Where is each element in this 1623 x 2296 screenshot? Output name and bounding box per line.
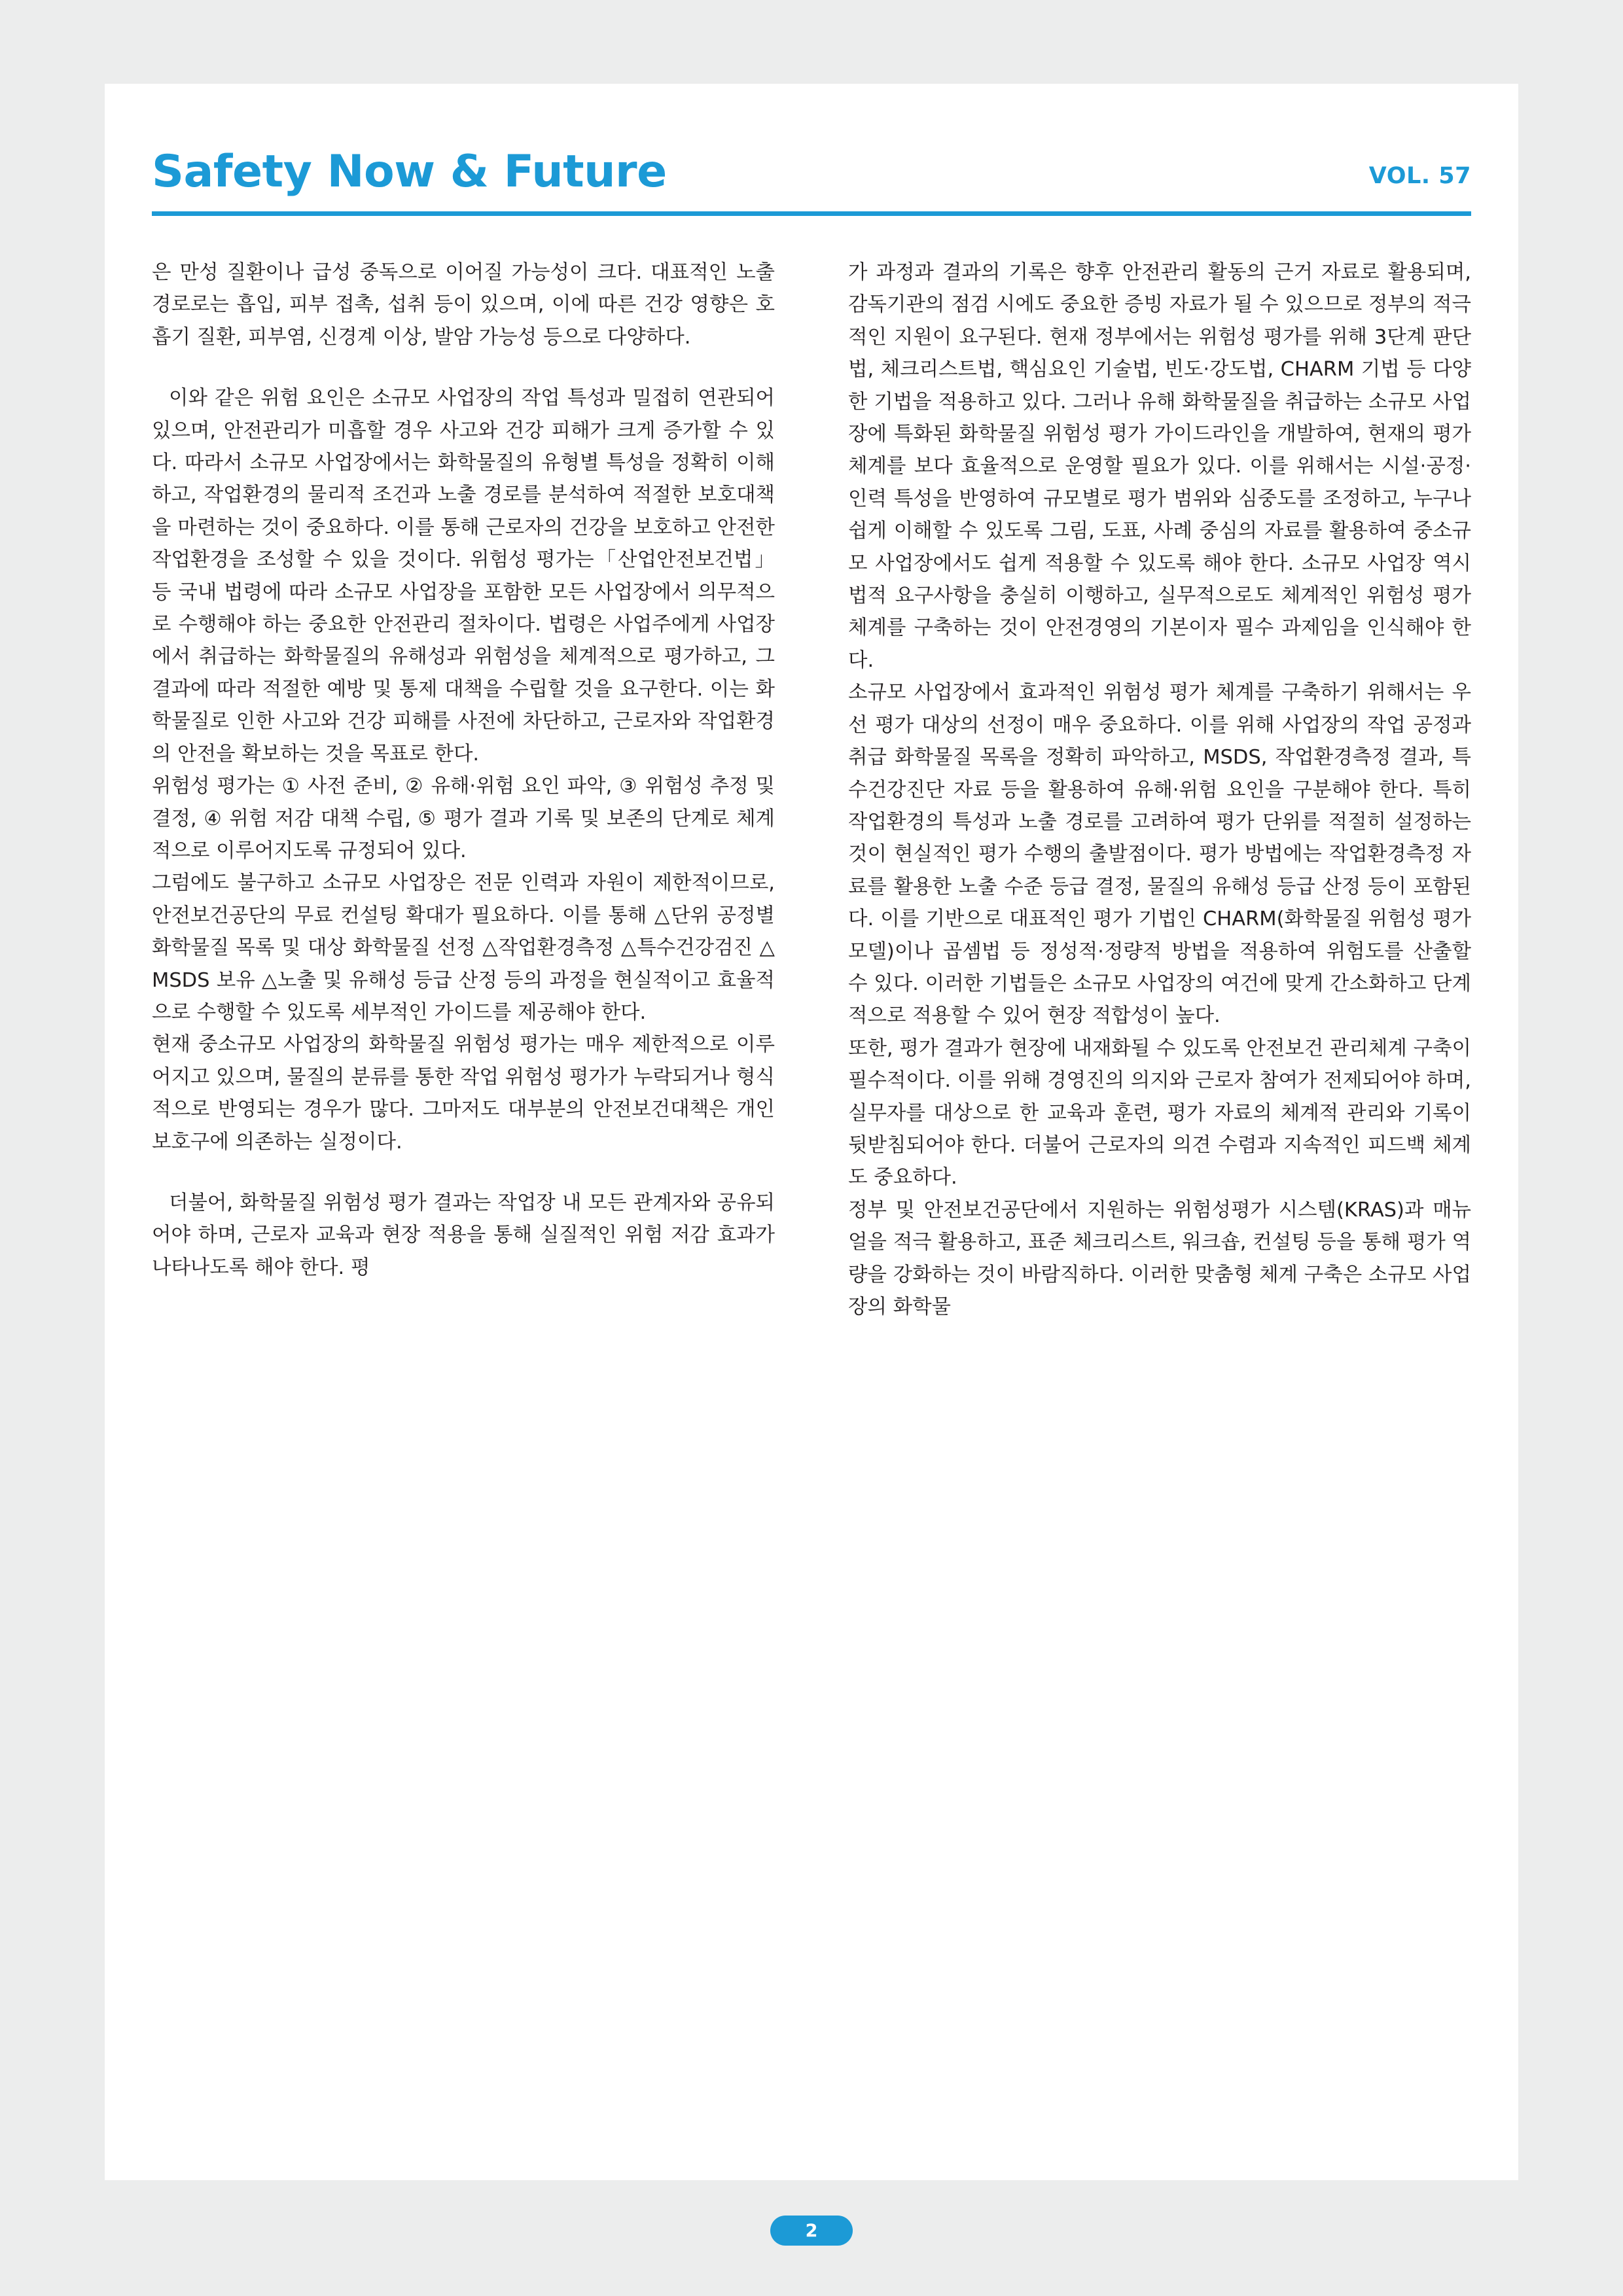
paragraph: 이와 같은 위험 요인은 소규모 사업장의 작업 특성과 밀접히 연관되어 있으며, 안전관리가 미흡할 경우 사고와 건강 피해가 크게 증가할 수 있다. 따라서 소규모 사업장에서는 화학물질의 유형별 특성을 정확히 이해하고, 작업환경의 물리적 조건과 노출 경로를 분석하여 적절한 보호대책을 마련하는 것이 중요하다. 이를 통해 근로자의 건강을 보호하고 안전한 작업환경을 조성할 수 있을 것이다. 위험성 평가는「산업안전보건법」등 국내 법령에 따라 소규모 사업장을 포함한 모든 사업장에서 의무적으로 수행해야 하는 중요한 안전관리 절차이다. 법령은 사업주에게 사업장에서 취급하는 화학물질의 유해성과 위험성을 체계적으로 평가하고, 그 결과에 따라 적절한 예방 및 통제 대책을 수립할 것을 요구한다. 이는 화학물질로 인한 사고와 건강 피해를 사전에 차단하고, 근로자와 작업환경의 안전을 확보하는 것을 목표로 한다.: [152, 387, 775, 766]
paragraph: 가 과정과 결과의 기록은 향후 안전관리 활동의 근거 자료로 활용되며, 감독기관의 점검 시에도 중요한 증빙 자료가 될 수 있으므로 정부의 적극적인 지원이 요구된다. 현재 정부에서는 위험성 평가를 위해 3단계 판단법, 체크리스트법, 핵심요인 기술법, 빈도·강도법, CHARM 기법 등 다양한 기법을 적용하고 있다. 그러나 유해 화학물질을 취급하는 소규모 사업장에 특화된 화학물질 위험성 평가 가이드라인을 개발하여, 현재의 평가 체계를 보다 효율적으로 운영할 필요가 있다. 이를 위해서는 시설·공정·인력 특성을 반영하여 규모별로 평가 범위와 심중도를 조정하고, 누구나 쉽게 이해할 수 있도록 그림, 도표, 사례 중심의 자료를 활용하여 중소규모 사업장에서도 쉽게 적용할 수 있도록 해야 한다. 소규모 사업장 역시 법적 요구사항을 충실히 이행하고, 실무적으로도 체계적인 위험성 평가 체계를 구축하는 것이 안전경영의 기본이자 필수 과제임을 인식해야 한다.: [848, 261, 1471, 672]
paragraph: 그럼에도 불구하고 소규모 사업장은 전문 인력과 자원이 제한적이므로, 안전보건공단의 무료 컨설팅 확대가 필요하다. 이를 통해 △단위 공정별 화학물질 목록 및 대상 화학물질 선정 △작업환경측정 △특수건강검진 △MSDS 보유 △노출 및 유해성 등급 산정 등의 과정을 현실적이고 효율적으로 수행할 수 있도록 세부적인 가이드를 제공해야 한다.: [152, 872, 775, 1024]
publication-title: Safety Now & Future: [152, 146, 667, 198]
paragraph: 소규모 사업장에서 효과적인 위험성 평가 체계를 구축하기 위해서는 우선 평가 대상의 선정이 매우 중요하다. 이를 위해 사업장의 작업 공정과 취급 화학물질 목록을 정확히 파악하고, MSDS, 작업환경측정 결과, 특수건강진단 자료 등을 활용하여 유해·위험 요인을 구분해야 한다. 특히 작업환경의 특성과 노출 경로를 고려하여 평가 단위를 적절히 설정하는 것이 현실적인 평가 수행의 출발점이다. 평가 방법에는 작업환경측정 자료를 활용한 노출 수준 등급 결정, 물질의 유해성 등급 산정 등이 포함된다. 이를 기반으로 대표적인 평가 기법인 CHARM(화학물질 위험성 평가 모델)이나 곱셈법 등 정성적·정량적 방법을 적용하여 위험도를 산출할 수 있다. 이러한 기법들은 소규모 사업장의 여건에 맞게 간소화하고 단계적으로 적용할 수 있어 현장 적합성이 높다.: [848, 681, 1471, 1028]
body-columns: [152, 256, 1471, 1323]
paragraph: 현재 중소규모 사업장의 화학물질 위험성 평가는 매우 제한적으로 이루어지고 있으며, 물질의 분류를 통한 작업 위험성 평가가 누락되거나 형식적으로 반영되는 경우가 많다. 그마저도 대부분의 안전보건대책은 개인보호구에 의존하는 실정이다.: [152, 1033, 775, 1154]
left-column: [152, 256, 775, 1323]
paragraph: 더불어, 화학물질 위험성 평가 결과는 작업장 내 모든 관계자와 공유되어야 하며, 근로자 교육과 현장 적용을 통해 실질적인 위험 저감 효과가 나타나도록 해야 한다. 평: [152, 1191, 775, 1279]
paragraph: 정부 및 안전보건공단에서 지원하는 위험성평가 시스템(KRAS)과 매뉴얼을 적극 활용하고, 표준 체크리스트, 워크숍, 컨설팅 등을 통해 평가 역량을 강화하는 것이 바람직하다. 이러한 맞춤형 체계 구축은 소규모 사업장의 화학물: [848, 1198, 1471, 1318]
paragraph: 또한, 평가 결과가 현장에 내재화될 수 있도록 안전보건 관리체계 구축이 필수적이다. 이를 위해 경영진의 의지와 근로자 참여가 전제되어야 하며, 실무자를 대상으로 한 교육과 훈련, 평가 자료의 체계적 관리와 기록이 뒷받침되어야 한다. 더불어 근로자의 의견 수렴과 지속적인 피드백 체계도 중요하다.: [848, 1036, 1471, 1190]
page-number-badge: 2: [770, 2216, 853, 2246]
right-column: [848, 256, 1471, 1323]
volume-label: VOL. 57: [1368, 163, 1471, 189]
paragraph: 은 만성 질환이나 급성 중독으로 이어질 가능성이 크다. 대표적인 노출 경로로는 흡입, 피부 접촉, 섭취 등이 있으며, 이에 따른 건강 영향은 호흡기 질환, 피부염, 신경계 이상, 발암 가능성 등으로 다양하다.: [152, 261, 775, 349]
page-header: [152, 111, 1471, 216]
paragraph: 위험성 평가는 ① 사전 준비, ② 유해·위험 요인 파악, ③ 위험성 추정 및 결정, ④ 위험 저감 대책 수립, ⑤ 평가 결과 기록 및 보존의 단계로 체계적으로 이루어지도록 규정되어 있다.: [152, 775, 775, 862]
